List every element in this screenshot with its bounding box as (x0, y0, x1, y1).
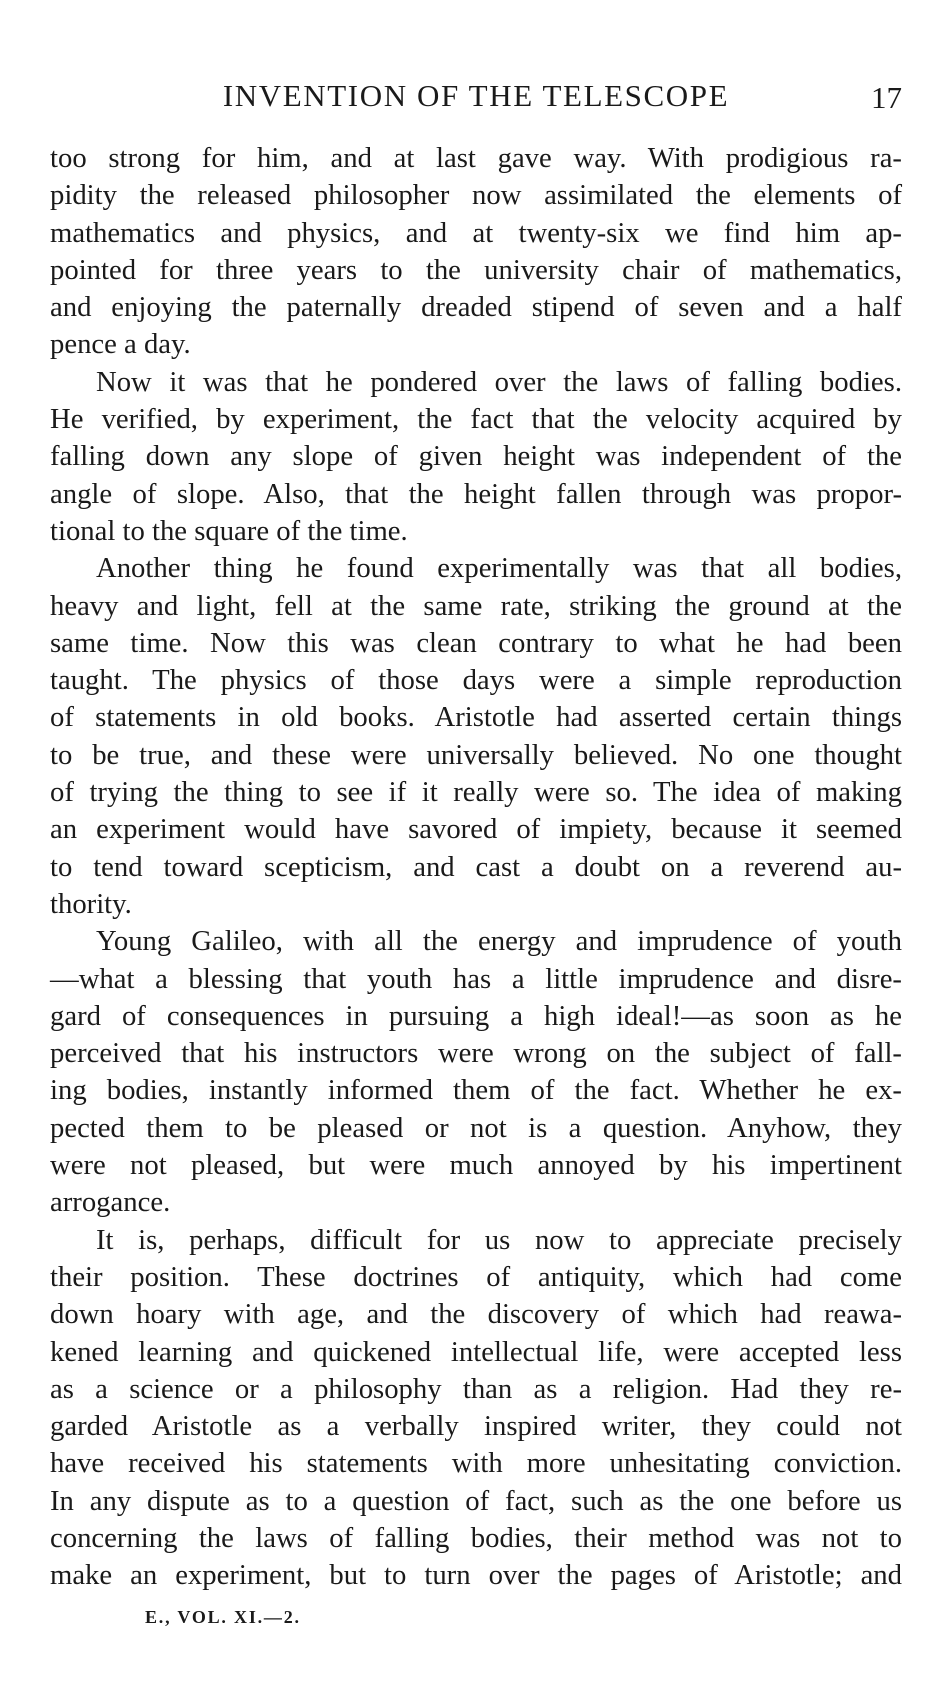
text-line: pected them to be pleased or not is a question. Anyhow, they (50, 1111, 902, 1144)
text-line: pence a day. (50, 328, 191, 361)
text-line: have received his statements with more unhesitating conviction. (50, 1447, 902, 1480)
text-line: make an experiment, but to turn over the pages of Aristotle; and (50, 1559, 902, 1592)
paragraph (50, 1222, 902, 1595)
paragraph (50, 140, 902, 364)
text-line: down hoary with age, and the discovery of which had reawa- (50, 1298, 902, 1331)
text-line: of statements in old books. Aristotle had asserted certain things (50, 701, 902, 734)
page-number: 17 (871, 80, 902, 115)
text-line: thority. (50, 887, 132, 920)
text-line: gard of consequences in pursuing a high ideal!—as soon as he (50, 999, 902, 1032)
signature-mark: E., VOL. XI.—2. (145, 1607, 301, 1627)
text-line: tional to the square of the time. (50, 514, 408, 547)
text-line: and enjoying the paternally dreaded stipend of seven and a half (50, 291, 902, 324)
text-line: concerning the laws of falling bodies, their method was not to (50, 1521, 902, 1554)
text-line: same time. Now this was clean contrary to what he had been (50, 626, 902, 659)
text-line: perceived that his instructors were wrong on the subject of fall- (50, 1037, 902, 1070)
text-line: pointed for three years to the university chair of mathematics, (50, 253, 902, 286)
paragraph (50, 364, 902, 550)
text-line: —what a blessing that youth has a little imprudence and disre- (50, 962, 902, 995)
text-line: heavy and light, fell at the same rate, striking the ground at the (50, 589, 902, 622)
text-line: an experiment would have savored of impiety, because it seemed (50, 813, 902, 846)
text-line: to tend toward scepticism, and cast a doubt on a reverend au- (50, 850, 902, 883)
paragraph (50, 923, 902, 1221)
text-line: It is, perhaps, difficult for us now to appreciate precisely (96, 1223, 902, 1256)
running-head (50, 74, 902, 118)
text-line: ing bodies, instantly informed them of the fact. Whether he ex- (50, 1074, 902, 1107)
text-line: Young Galileo, with all the energy and imprudence of youth (96, 925, 902, 958)
text-line: pidity the released philosopher now assimilated the elements of (50, 179, 902, 212)
text-line: their position. These doctrines of antiquity, which had come (50, 1260, 902, 1293)
text-line: In any dispute as to a question of fact, such as the one before us (50, 1484, 902, 1517)
text-line: as a science or a philosophy than as a religion. Had they re- (50, 1372, 902, 1405)
text-line: Another thing he found experimentally was that all bodies, (96, 552, 902, 585)
text-line: arrogance. (50, 1186, 171, 1219)
text-line: mathematics and physics, and at twenty-six we find him ap- (50, 216, 902, 249)
text-line: falling down any slope of given height was independent of the (50, 440, 902, 473)
text-line: kened learning and quickened intellectual life, were accepted less (50, 1335, 902, 1368)
paragraph (50, 550, 902, 923)
text-line: Now it was that he pondered over the laws of falling bodies. (96, 365, 902, 398)
text-line: angle of slope. Also, that the height fallen through was propor- (50, 477, 902, 510)
text-line: were not pleased, but were much annoyed by his impertinent (50, 1149, 902, 1182)
text-line: He verified, by experiment, the fact that the velocity acquired by (50, 403, 902, 436)
text-line: of trying the thing to see if it really were so. The idea of making (50, 776, 902, 809)
text-line: too strong for him, and at last gave way. With prodigious ra- (50, 142, 902, 174)
text-line: taught. The physics of those days were a simple reproduction (50, 664, 902, 697)
body-text (50, 140, 902, 1595)
text-line: garded Aristotle as a verbally inspired writer, they could not (50, 1410, 902, 1443)
text-line: to be true, and these were universally believed. No one thought (50, 738, 902, 771)
running-title: INVENTION OF THE TELESCOPE (222, 78, 730, 113)
